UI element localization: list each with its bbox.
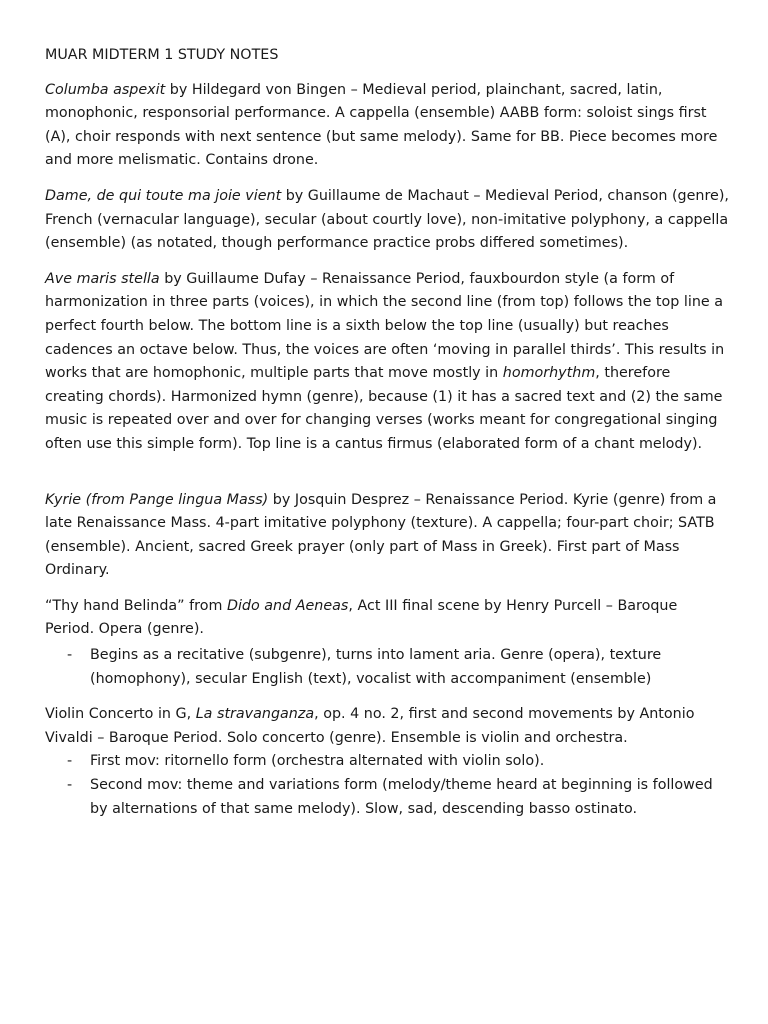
list-item bbox=[45, 750, 729, 774]
document-title: MUAR MIDTERM 1 STUDY NOTES bbox=[45, 47, 279, 63]
list-item bbox=[45, 644, 729, 691]
paragraph-text: by Guillaume Dufay – Renaissance Period, fauxbourdon style (a form of harmonization in three parts (voices), in which the second line (from top) follows the top line a perfect fourth below. The bottom line is a sixth below the top line (usually) but reaches cadences an octave below. Thus, the voices are often ‘moving in parallel thirds’. This results in works that are homophonic, multiple parts that move mostly in bbox=[45, 270, 725, 382]
list-item bbox=[45, 774, 729, 821]
paragraph-lead: “Thy hand Belinda” from bbox=[45, 597, 227, 614]
paragraph-text: by Hildegard von Bingen – Medieval period, plainchant, sacred, latin, monophonic, responsorial performance. A cappella (ensemble) AABB form: soloist sings first (A), choir responds with next sentence (but same melody). Same for BB. Piece becomes more and more melismatic. Contains drone. bbox=[45, 81, 718, 169]
work-title: La stravanganza bbox=[195, 706, 315, 723]
work-title: Ave maris stella bbox=[45, 270, 160, 287]
paragraph-columba-aspexit bbox=[45, 79, 729, 173]
paragraph-vivaldi-concerto bbox=[45, 703, 729, 750]
paragraph-text: , therefore creating chords). Harmonized hymn (genre), because (1) it has a sacred text and (2) the same music is repeated over and over for changing verses (works meant for congregational singing often use this simple form). Top line is a cantus firmus (elaborated form of a chant melody). bbox=[45, 365, 723, 452]
bullet-dash: - bbox=[67, 753, 73, 770]
vivaldi-bullet-list bbox=[45, 750, 729, 821]
belinda-bullet-list bbox=[45, 644, 729, 691]
list-item-text: Second mov: theme and variations form (melody/theme heard at beginning is followed by alternations of that same melody). Slow, sad, descending basso ostinato. bbox=[90, 777, 713, 817]
paragraph-lead: Violin Concerto in G, bbox=[45, 706, 196, 723]
paragraph-text: by Josquin Desprez – Renaissance Period. Kyrie (genre) from a late Renaissance Mass. 4-part imitative polyphony (texture). A cappella; four-part choir; SATB (ensemble). Ancient, sacred Greek prayer (only part of Mass in Greek). First part of Mass Ordinary. bbox=[45, 491, 717, 579]
paragraph-text: , op. 4 no. 2, first and second movements by Antonio Vivaldi – Baroque Period. Solo concerto (genre). Ensemble is violin and orchestra. bbox=[45, 706, 695, 746]
bullet-dash: - bbox=[67, 647, 73, 664]
paragraph-ave-maris-stella bbox=[45, 268, 729, 457]
paragraph-kyrie bbox=[45, 489, 729, 583]
paragraph-thy-hand-belinda bbox=[45, 595, 729, 642]
work-title: Dame, de qui toute ma joie vient bbox=[45, 187, 282, 204]
paragraph-dame-de-qui bbox=[45, 185, 729, 256]
list-item-text: First mov: ritornello form (orchestra alternated with violin solo). bbox=[90, 753, 545, 770]
paragraph-text: by Guillaume de Machaut – Medieval Period, chanson (genre), French (vernacular language), secular (about courtly love), non-imitative polyphony, a cappella (ensemble) (as notated, though performance practice probs differed sometimes). bbox=[45, 187, 729, 252]
work-title: Kyrie (from Pange lingua Mass) bbox=[45, 491, 269, 508]
work-title: Columba aspexit bbox=[45, 81, 166, 98]
notes-body bbox=[45, 44, 729, 821]
paragraph-text: , Act III final scene by Henry Purcell – Baroque Period. Opera (genre). bbox=[45, 597, 678, 638]
list-item-text: Begins as a recitative (subgenre), turns into lament aria. Genre (opera), texture (homophony), secular English (text), vocalist with accompaniment (ensemble) bbox=[90, 647, 662, 687]
bullet-dash: - bbox=[67, 777, 73, 794]
work-title: Dido and Aeneas bbox=[226, 597, 349, 614]
italic-term: homorhythm bbox=[502, 365, 596, 382]
